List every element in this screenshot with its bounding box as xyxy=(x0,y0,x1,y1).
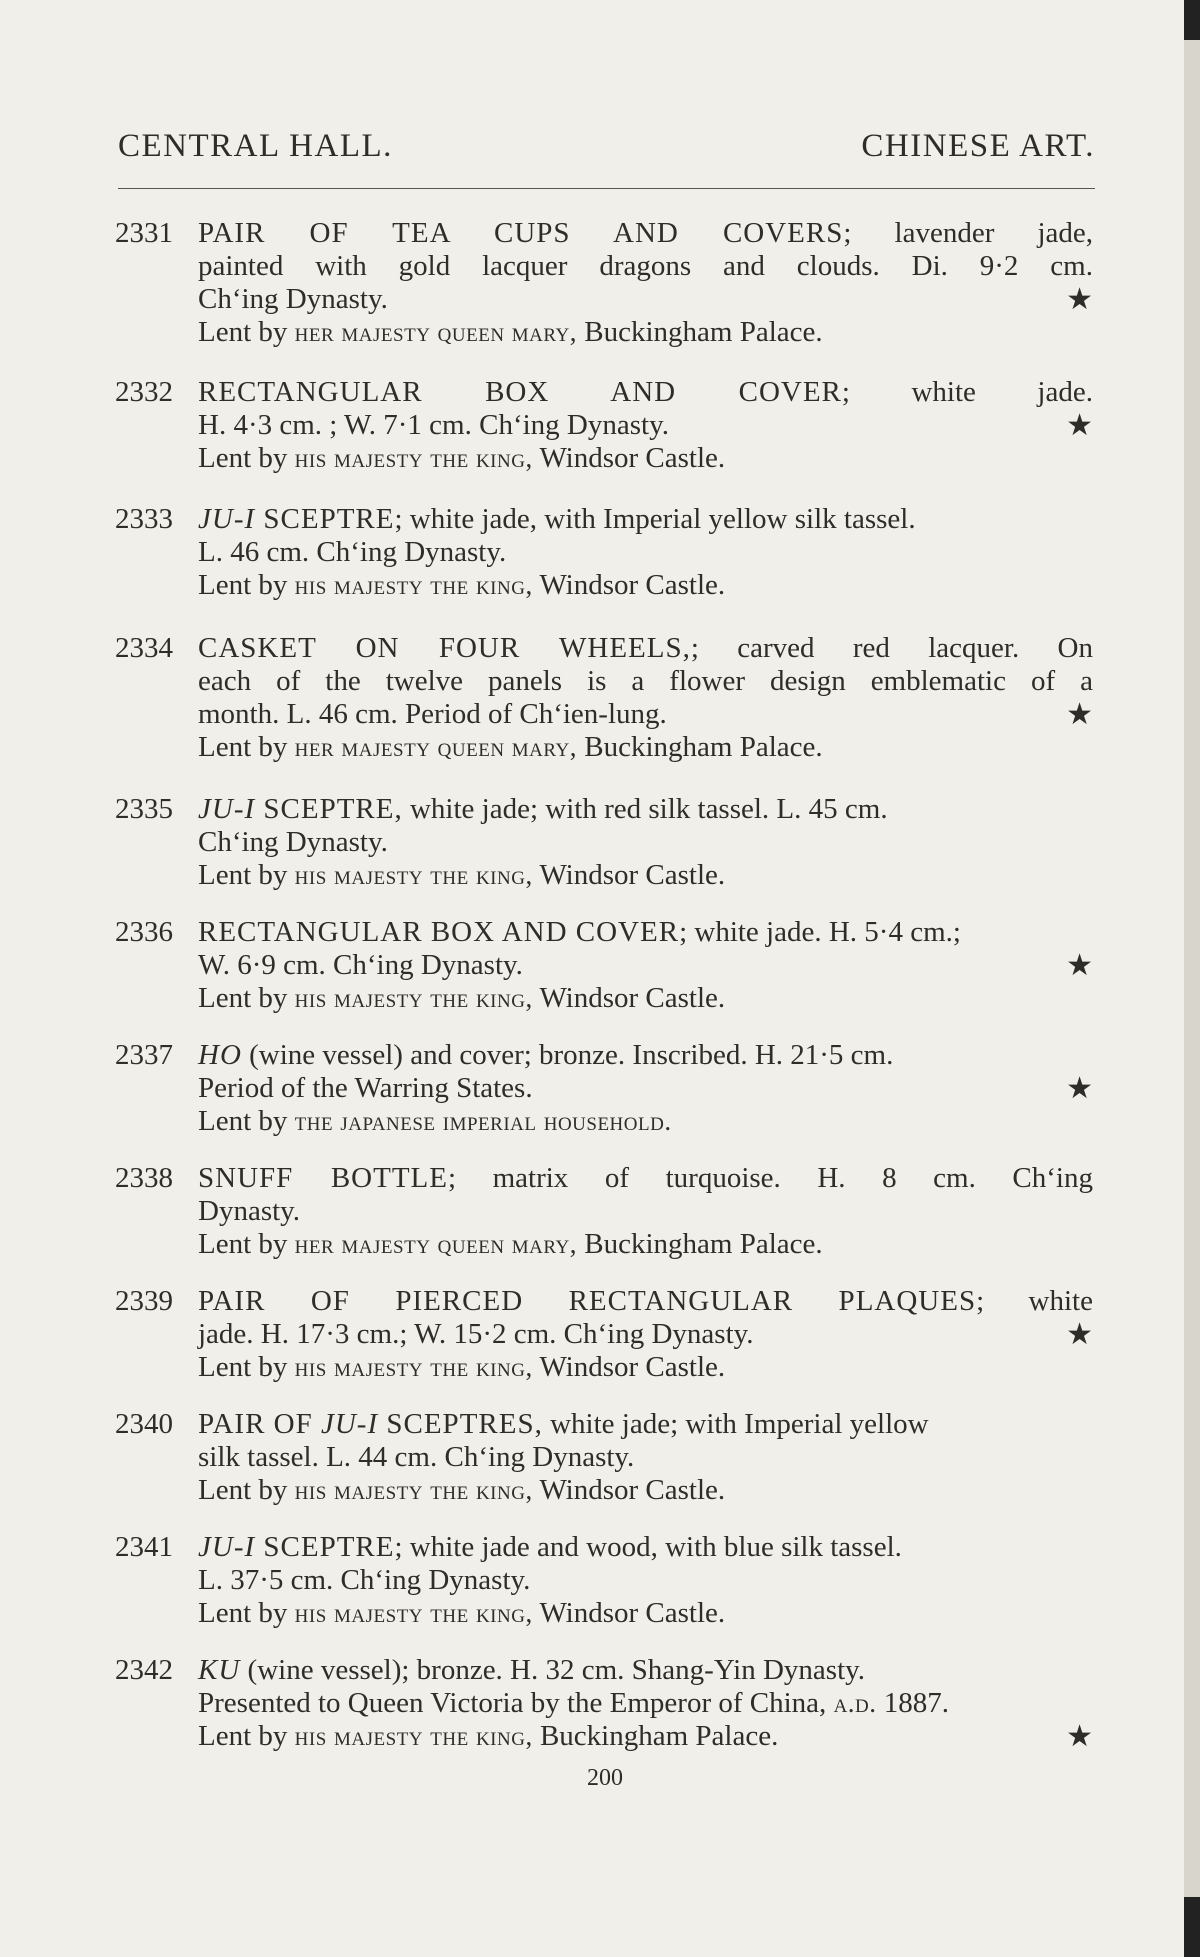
lender-place: Buckingham Palace. xyxy=(539,1720,779,1752)
entry-line-1 xyxy=(198,916,1093,949)
entry-line-1 xyxy=(198,1408,1093,1441)
entry-lent-line xyxy=(198,316,1093,349)
entry-line-2 xyxy=(198,1687,1093,1720)
lender-place: Windsor Castle. xyxy=(539,569,726,601)
star-icon: ★ xyxy=(1066,697,1093,732)
entry-period: month. L. 46 cm. Period of Ch‘ien-lung. xyxy=(198,698,667,730)
entry-title: PAIR OF PIERCED RECTANGULAR PLAQUES xyxy=(198,1285,977,1317)
entry-line-2 xyxy=(198,1072,1093,1105)
entry-lent-line xyxy=(198,982,1093,1015)
entry-line-1 xyxy=(198,1654,1093,1687)
entry-body xyxy=(198,632,1093,764)
lender-place: Buckingham Palace. xyxy=(584,1228,823,1260)
entry-title: RECTANGULAR BOX AND COVER xyxy=(198,916,680,948)
entry-line-1 xyxy=(198,1039,1093,1072)
lender-place: Windsor Castle. xyxy=(539,859,726,891)
lender: his majesty the king, xyxy=(294,570,533,600)
page-number: 200 xyxy=(587,1765,623,1791)
star-icon: ★ xyxy=(1066,948,1093,983)
entry-line-1 xyxy=(198,1162,1093,1195)
entry-desc: ; white jade and wood, with blue silk tassel. xyxy=(394,1531,902,1563)
entry-title: RECTANGULAR BOX AND COVER xyxy=(198,376,842,408)
entry-line-2: painted with gold lacquer dragons and clouds. Di. 9·2 cm. xyxy=(198,250,1093,282)
lender: his majesty the king, xyxy=(294,1721,533,1751)
lender-place: Windsor Castle. xyxy=(539,1597,726,1629)
entry-body xyxy=(198,376,1093,475)
entry-line-2 xyxy=(198,949,1093,982)
entry-title-italic: JU-I xyxy=(198,1531,256,1563)
entry-desc: ; white jade. xyxy=(841,376,1093,408)
entry-line-2 xyxy=(198,1318,1093,1351)
entry-year: 1887. xyxy=(876,1687,950,1719)
entry-dynasty: Ch‘ing Dynasty. xyxy=(198,283,388,315)
entry-lent-line xyxy=(198,1105,1093,1138)
entry-title-italic: HO xyxy=(198,1039,242,1071)
entry-title-italic: JU-I xyxy=(198,793,256,825)
lent-by-label: Lent by xyxy=(198,1720,288,1752)
entry-desc: ; white jade, with Imperial yellow silk tassel. xyxy=(394,503,916,535)
entry-title-end: SCEPTRES, xyxy=(378,1408,543,1440)
lent-by-label: Lent by xyxy=(198,1228,288,1260)
entry-line-2: L. 46 cm. Ch‘ing Dynasty. xyxy=(198,536,507,568)
entry-line-3 xyxy=(198,698,1093,731)
lent-by-label: Lent by xyxy=(198,1474,288,1506)
entry-number: 2336 xyxy=(115,916,173,948)
lent-by-label: Lent by xyxy=(198,1105,288,1137)
entry-lent-line xyxy=(198,1228,1093,1261)
lent-by-label: Lent by xyxy=(198,982,288,1014)
lender: her majesty queen mary, xyxy=(294,317,578,347)
running-header xyxy=(118,128,1095,165)
entry-number: 2342 xyxy=(115,1654,173,1686)
entry-body xyxy=(198,1654,1093,1753)
entry-line-1 xyxy=(198,217,1093,250)
entry-line-1 xyxy=(198,632,1093,665)
entry-line-2: silk tassel. L. 44 cm. Ch‘ing Dynasty. xyxy=(198,1441,635,1473)
entry-desc: ; carved red lacquer. On xyxy=(690,632,1093,664)
lender: his majesty the king, xyxy=(294,1598,533,1628)
entry-number: 2334 xyxy=(115,632,173,664)
lender: his majesty the king, xyxy=(294,1352,533,1382)
lender: the japanese imperial household. xyxy=(294,1106,672,1136)
entry-desc: (wine vessel); bronze. H. 32 cm. Shang-Yin Dynasty. xyxy=(240,1654,866,1686)
header-right: CHINESE ART. xyxy=(861,128,1095,164)
entry-dimensions: W. 6·9 cm. Ch‘ing Dynasty. xyxy=(198,949,523,981)
entry-lent-line xyxy=(198,1351,1093,1384)
entry-lent-line xyxy=(198,569,1093,602)
entry-lent-line xyxy=(198,731,1093,764)
entry-title-italic: JU-I xyxy=(198,503,256,535)
entry-lent-line xyxy=(198,1597,1093,1630)
lender-place: Windsor Castle. xyxy=(539,1474,726,1506)
entry-line-3 xyxy=(198,283,1093,316)
era-abbrev: a.d. xyxy=(833,1688,877,1718)
entry-title: PAIR OF xyxy=(198,1408,321,1440)
entry-desc: ; white jade. H. 5·4 cm.; xyxy=(679,916,961,948)
lender-place: Windsor Castle. xyxy=(539,982,726,1014)
lender: her majesty queen mary, xyxy=(294,1229,578,1259)
entry-title: SNUFF BOTTLE xyxy=(198,1162,448,1194)
entry-body xyxy=(198,503,1093,602)
entry-desc: ; matrix of turquoise. H. 8 cm. Ch‘ing xyxy=(447,1162,1093,1194)
entry-line-1 xyxy=(198,1285,1093,1318)
entry-title: SCEPTRE xyxy=(255,503,395,535)
entry-line-2: L. 37·5 cm. Ch‘ing Dynasty. xyxy=(198,1564,531,1596)
lent-by-label: Lent by xyxy=(198,1597,288,1629)
lent-by-label: Lent by xyxy=(198,316,288,348)
entry-number: 2335 xyxy=(115,793,173,825)
entry-line-2: Dynasty. xyxy=(198,1195,301,1227)
lender-place: Windsor Castle. xyxy=(539,1351,726,1383)
entry-dimensions: H. 4·3 cm. ; W. 7·1 cm. Ch‘ing Dynasty. xyxy=(198,409,669,441)
entry-body xyxy=(198,1285,1093,1384)
star-icon: ★ xyxy=(1066,282,1093,317)
entry-line-1 xyxy=(198,1531,1093,1564)
entry-lent-line xyxy=(198,1720,1093,1753)
lent-by-label: Lent by xyxy=(198,1351,288,1383)
entry-period: Period of the Warring States. xyxy=(198,1072,533,1104)
entry-body xyxy=(198,217,1093,349)
entry-line-1 xyxy=(198,503,1093,536)
lender: her majesty queen mary, xyxy=(294,732,578,762)
entry-provenance: Presented to Queen Victoria by the Emperor of China, xyxy=(198,1687,834,1719)
lender: his majesty the king, xyxy=(294,860,533,890)
entry-title-italic: KU xyxy=(198,1654,241,1686)
entry-desc: ; lavender jade, xyxy=(843,217,1093,249)
entry-number: 2341 xyxy=(115,1531,173,1563)
entry-number: 2332 xyxy=(115,376,173,408)
star-icon: ★ xyxy=(1066,1317,1093,1352)
entry-line-2: Ch‘ing Dynasty. xyxy=(198,826,388,858)
entry-desc: white jade; with Imperial yellow xyxy=(542,1408,929,1440)
entry-number: 2339 xyxy=(115,1285,173,1317)
entry-number: 2337 xyxy=(115,1039,173,1071)
entry-title: CASKET ON FOUR WHEELS, xyxy=(198,632,691,664)
header-left: CENTRAL HALL. xyxy=(118,128,393,164)
entry-title: PAIR OF TEA CUPS AND COVERS xyxy=(198,217,844,249)
entry-body xyxy=(198,1531,1093,1630)
entry-dimensions: jade. H. 17·3 cm.; W. 15·2 cm. Ch‘ing Dynasty. xyxy=(198,1318,754,1350)
entry-line-2 xyxy=(198,409,1093,442)
entry-title: SCEPTRE xyxy=(255,1531,395,1563)
entry-number: 2338 xyxy=(115,1162,173,1194)
entry-body xyxy=(198,1408,1093,1507)
lent-by-label: Lent by xyxy=(198,731,288,763)
binding-shadow-top xyxy=(1184,0,1200,40)
entry-line-1 xyxy=(198,376,1093,409)
lender-place: Buckingham Palace. xyxy=(584,316,823,348)
entry-desc: ; white xyxy=(976,1285,1093,1317)
lent-by-label: Lent by xyxy=(198,442,288,474)
entry-body xyxy=(198,916,1093,1015)
star-icon: ★ xyxy=(1066,1071,1093,1106)
lent-by-label: Lent by xyxy=(198,859,288,891)
entry-title-italic: JU-I xyxy=(320,1408,379,1440)
lender: his majesty the king, xyxy=(294,983,533,1013)
entry-body xyxy=(198,793,1093,892)
lender-place: Windsor Castle. xyxy=(539,442,726,474)
entry-title: SCEPTRE, xyxy=(255,793,403,825)
entry-body xyxy=(198,1039,1093,1138)
entry-lent-line xyxy=(198,1474,1093,1507)
entry-line-2: each of the twelve panels is a flower design emblematic of a xyxy=(198,665,1093,697)
star-icon: ★ xyxy=(1066,408,1093,443)
entry-lent-line xyxy=(198,442,1093,475)
entry-number: 2340 xyxy=(115,1408,173,1440)
entry-body xyxy=(198,1162,1093,1261)
binding-shadow-bottom xyxy=(1184,1897,1200,1957)
entry-line-1 xyxy=(198,793,1093,826)
entry-number: 2331 xyxy=(115,217,173,249)
entry-lent-line xyxy=(198,859,1093,892)
lender: his majesty the king, xyxy=(294,443,533,473)
lender-place: Buckingham Palace. xyxy=(584,731,823,763)
star-icon: ★ xyxy=(1066,1719,1093,1754)
entry-number: 2333 xyxy=(115,503,173,535)
entry-desc: (wine vessel) and cover; bronze. Inscribed. H. 21·5 cm. xyxy=(241,1039,894,1071)
lender: his majesty the king, xyxy=(294,1475,533,1505)
lent-by-label: Lent by xyxy=(198,569,288,601)
entry-desc: white jade; with red silk tassel. L. 45 cm. xyxy=(402,793,888,825)
header-rule xyxy=(118,188,1095,189)
page-edge xyxy=(1184,0,1200,1957)
